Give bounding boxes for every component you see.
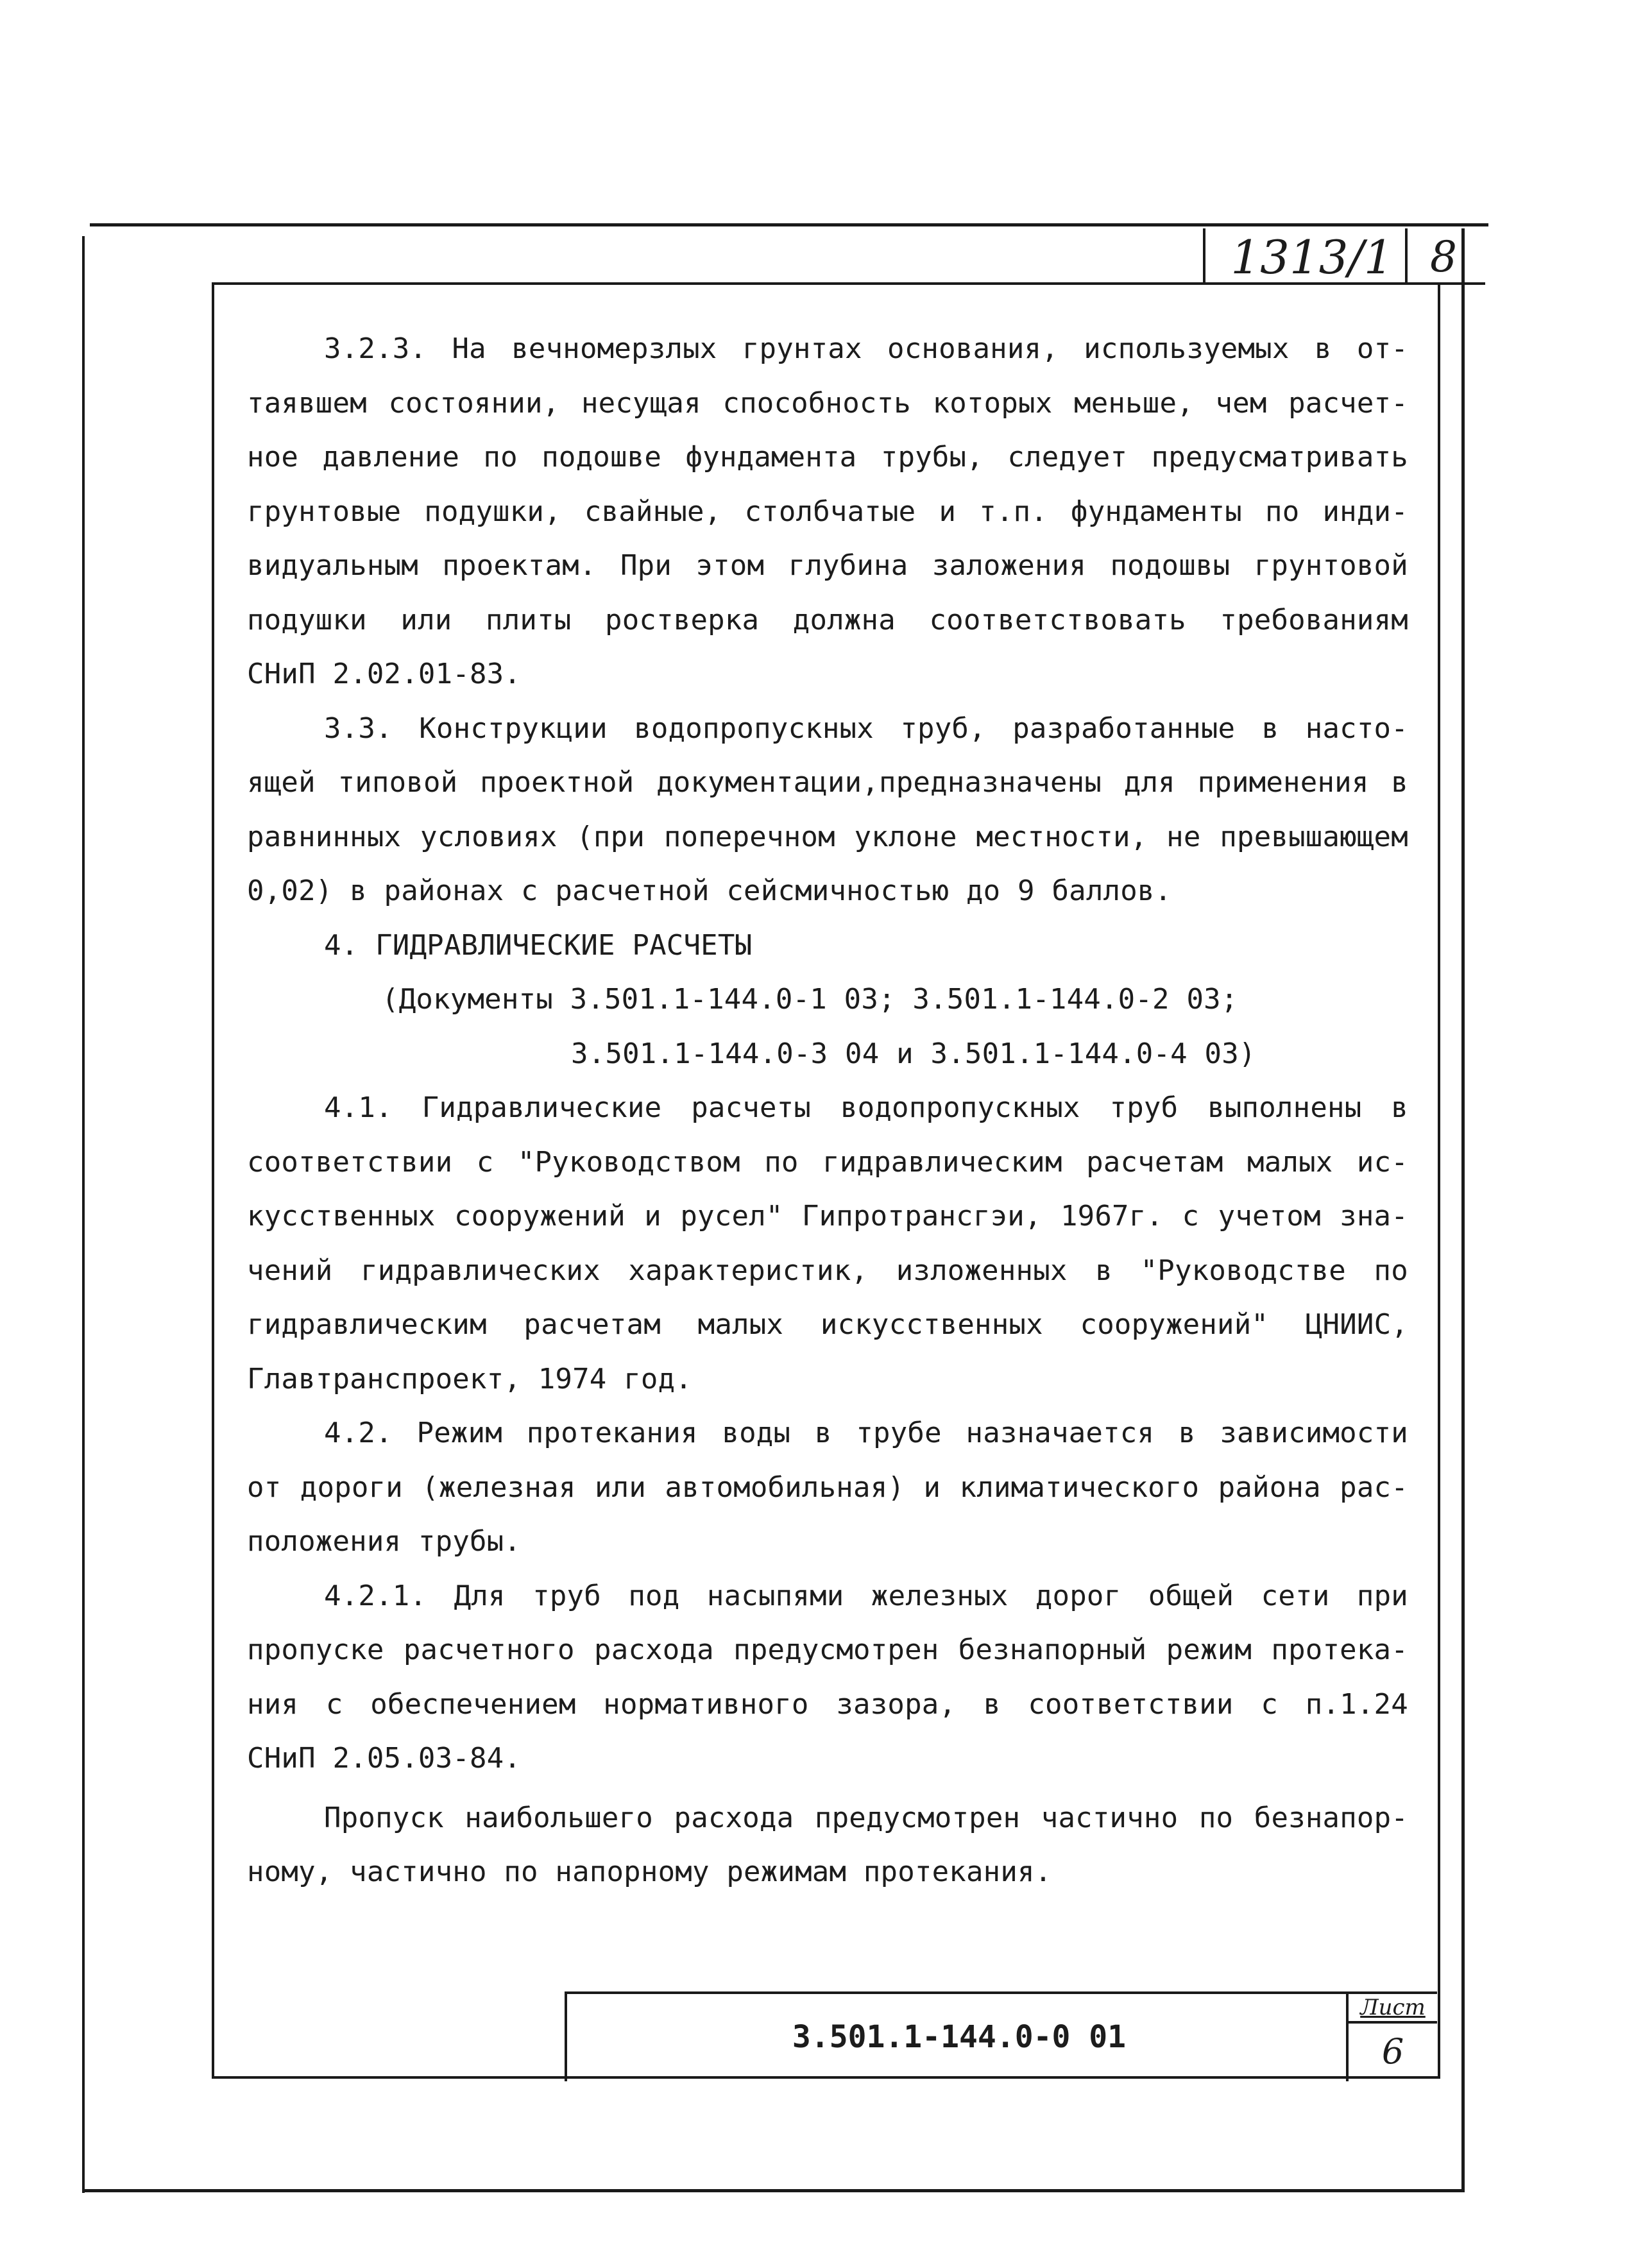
- word: водопропускных: [840, 1091, 1080, 1124]
- word: следует: [1007, 441, 1128, 473]
- word: соответствии: [1028, 1687, 1234, 1721]
- text-line: [247, 431, 1408, 485]
- word: от: [247, 1471, 282, 1504]
- word: зависимости: [1220, 1417, 1408, 1449]
- word: плиты: [486, 603, 572, 636]
- text-line: [247, 1461, 1408, 1515]
- word: 4.2.1.: [324, 1579, 427, 1612]
- frame-line-top: [90, 223, 1488, 226]
- word: по: [1198, 1801, 1234, 1834]
- word: расчетам: [524, 1308, 661, 1341]
- word: На: [452, 332, 486, 365]
- word: расчеты: [691, 1091, 812, 1124]
- text-line: [247, 1791, 1408, 1846]
- word: безнапор-: [1254, 1801, 1408, 1834]
- text-line: [247, 1298, 1408, 1352]
- word: ное: [247, 441, 299, 473]
- word: соответствии: [247, 1145, 453, 1179]
- sheet-label: Лист: [1360, 1995, 1426, 2020]
- word: должна: [792, 603, 896, 636]
- stamp-number: 8: [1430, 232, 1457, 282]
- word: в: [1095, 1254, 1112, 1287]
- word: в: [983, 1687, 1001, 1721]
- word: воды: [722, 1417, 791, 1449]
- word: требованиям: [1220, 603, 1408, 636]
- text-line: [247, 810, 1408, 865]
- word: протекания: [526, 1417, 698, 1449]
- word: характеристик,: [628, 1254, 869, 1287]
- document-designation: 3.501.1-144.0-0 01: [792, 2019, 1127, 2055]
- word: гидравлических: [361, 1254, 600, 1287]
- word: трубы,: [880, 441, 984, 473]
- word: поперечном: [663, 820, 835, 853]
- word: рас-: [1340, 1471, 1408, 1504]
- word: фундаменты: [1071, 495, 1242, 528]
- sheet-number: 6: [1381, 2031, 1404, 2072]
- word: для: [1123, 766, 1175, 799]
- text-line: [247, 1189, 1408, 1244]
- document-reference: (Документы 3.501.1-144.0-1 03; 3.501.1-144.0-2 03;: [382, 983, 1238, 1016]
- word: соответствовать: [929, 603, 1186, 636]
- word: способность: [722, 386, 911, 420]
- word: (при: [576, 820, 645, 853]
- word: от-: [1356, 332, 1408, 365]
- word: п.1.24: [1305, 1687, 1408, 1721]
- word: назначается: [966, 1417, 1155, 1449]
- word: ящей: [247, 766, 316, 799]
- word: при: [1356, 1579, 1408, 1612]
- text-line: 0,02) в районах с расчетной сейсмичностью до 9 баллов.: [247, 874, 1172, 907]
- frame-line-left: [82, 236, 85, 2193]
- text-line: [247, 593, 1408, 648]
- text-line: [247, 377, 1408, 431]
- text-line: Главтранспроект, 1974 год.: [247, 1362, 692, 1395]
- word: насто-: [1305, 712, 1408, 745]
- word: в: [1391, 766, 1408, 799]
- word: сети: [1261, 1579, 1330, 1612]
- word: которых: [932, 386, 1053, 420]
- frame-line-right: [1461, 228, 1465, 2192]
- word: дороги: [300, 1471, 403, 1504]
- word: с: [1182, 1200, 1200, 1232]
- text-line: [247, 1244, 1408, 1299]
- word: в: [1261, 712, 1279, 745]
- word: грунтовые: [247, 495, 402, 528]
- word: с: [476, 1145, 494, 1179]
- word: состоянии,: [388, 386, 560, 420]
- word: инди-: [1322, 495, 1408, 528]
- word: сооружений": [1080, 1308, 1269, 1341]
- word: искусственных: [820, 1308, 1043, 1341]
- word: видуальным: [247, 549, 418, 582]
- word: наибольшего: [464, 1801, 653, 1834]
- word: расчетного: [403, 1633, 575, 1666]
- word: и: [939, 495, 957, 528]
- word: в: [1178, 1417, 1196, 1449]
- word: "Руководством: [517, 1145, 740, 1179]
- word: этом: [695, 549, 765, 582]
- stamp-code: 1313/1: [1230, 230, 1393, 284]
- document-body: [247, 322, 1408, 1900]
- word: выполнены: [1207, 1091, 1362, 1124]
- word: подошвы: [1110, 549, 1230, 582]
- word: 1967г.: [1060, 1200, 1164, 1232]
- word: под: [628, 1579, 680, 1612]
- word: При: [620, 549, 672, 582]
- word: 3.2.3.: [324, 332, 427, 365]
- word: или: [400, 603, 452, 636]
- word: частично: [1041, 1801, 1179, 1834]
- word: по: [1374, 1254, 1408, 1287]
- word: района: [1218, 1471, 1321, 1504]
- word: 4.2.: [324, 1417, 393, 1449]
- text-line: ному, частично по напорному режимам протекания.: [247, 1855, 1052, 1888]
- word: зна-: [1340, 1200, 1408, 1232]
- word: основания,: [887, 332, 1059, 365]
- text-line: СНиП 2.05.03-84.: [247, 1742, 522, 1775]
- text-line: [247, 1081, 1408, 1136]
- word: режим: [1166, 1633, 1252, 1666]
- title-block-divider: [1346, 1991, 1349, 2081]
- word: сооружений: [454, 1200, 626, 1232]
- word: фундамента: [685, 441, 857, 473]
- word: столбчатые: [744, 495, 916, 528]
- word: нормативного: [603, 1687, 809, 1721]
- text-line: [247, 1136, 1408, 1190]
- word: превышающем: [1220, 820, 1408, 853]
- word: 4.1.: [324, 1091, 393, 1124]
- frame-line-bottom: [82, 2189, 1465, 2192]
- word: автомобильная): [665, 1471, 905, 1504]
- word: и: [923, 1471, 941, 1504]
- word: гидравлическим: [247, 1308, 487, 1341]
- text-line: [247, 485, 1408, 540]
- word: или: [594, 1471, 647, 1504]
- text-line: [247, 1569, 1408, 1624]
- word: в: [1391, 1091, 1408, 1124]
- word: расхода: [674, 1801, 794, 1834]
- word: равнинных: [247, 820, 402, 853]
- word: предусмотрен: [733, 1633, 939, 1666]
- word: расчетам: [1086, 1145, 1223, 1179]
- word: местности,: [976, 820, 1148, 853]
- word: по: [483, 441, 518, 473]
- word: документации,предназначены: [656, 766, 1102, 799]
- text-line: [247, 1623, 1408, 1678]
- word: в: [814, 1417, 832, 1449]
- section-heading: 4. ГИДРАВЛИЧЕСКИЕ РАСЧЕТЫ: [324, 928, 753, 962]
- word: дорог: [1035, 1579, 1121, 1612]
- text-line: положения трубы.: [247, 1525, 522, 1558]
- word: безнапорный: [958, 1633, 1147, 1666]
- word: используемых: [1084, 332, 1290, 365]
- word: труб: [532, 1579, 601, 1612]
- word: труб,: [900, 712, 986, 745]
- word: водопропускных: [634, 712, 874, 745]
- word: русел": [680, 1200, 783, 1232]
- word: железных: [871, 1579, 1009, 1612]
- word: в: [1314, 332, 1332, 365]
- word: проектной: [480, 766, 634, 799]
- word: т.п.: [979, 495, 1048, 528]
- word: глубина: [788, 549, 908, 582]
- word: Для: [454, 1579, 506, 1612]
- word: с: [325, 1687, 343, 1721]
- word: разработанные: [1012, 712, 1236, 745]
- word: уклоне: [854, 820, 957, 853]
- word: грунтах: [742, 332, 862, 365]
- word: протека-: [1271, 1633, 1408, 1666]
- word: труб: [1109, 1091, 1179, 1124]
- word: заложения: [932, 549, 1087, 582]
- word: ростверка: [605, 603, 760, 636]
- word: малых: [697, 1308, 784, 1341]
- word: изложенных: [896, 1254, 1068, 1287]
- word: предусматривать: [1151, 441, 1408, 473]
- word: расхода: [594, 1633, 714, 1666]
- word: Гидравлические: [422, 1091, 662, 1124]
- word: условиях: [420, 820, 558, 853]
- word: чений: [247, 1254, 333, 1287]
- word: меньше,: [1074, 386, 1194, 420]
- word: ния: [247, 1687, 299, 1721]
- word: малых: [1247, 1145, 1333, 1179]
- word: таявшем: [247, 386, 367, 420]
- word: Конструкции: [419, 712, 608, 745]
- word: обеспечением: [370, 1687, 576, 1721]
- word: ЦНИИС,: [1305, 1308, 1408, 1341]
- word: по: [1265, 495, 1300, 528]
- word: типовой: [337, 766, 458, 799]
- word: расчет-: [1288, 386, 1408, 420]
- word: насыпями: [706, 1579, 844, 1612]
- word: давление: [322, 441, 460, 473]
- word: зазора,: [836, 1687, 957, 1721]
- word: трубе: [856, 1417, 942, 1449]
- word: и: [644, 1200, 661, 1232]
- word: вечномерзлых: [511, 332, 717, 365]
- text-line: [247, 322, 1408, 377]
- text-line: [247, 1406, 1408, 1461]
- word: гидравлическим: [822, 1145, 1062, 1179]
- word: пропуске: [247, 1633, 384, 1666]
- word: Гипротрансгэи,: [801, 1200, 1042, 1232]
- word: по: [764, 1145, 799, 1179]
- word: Пропуск: [324, 1801, 444, 1834]
- text-line: [247, 756, 1408, 810]
- word: проектам.: [442, 549, 597, 582]
- word: несущая: [581, 386, 701, 420]
- word: применения: [1197, 766, 1369, 799]
- word: подушки: [247, 603, 367, 636]
- text-line: СНиП 2.02.01-83.: [247, 658, 522, 690]
- title-block-sheet-separator: [1346, 2021, 1437, 2024]
- text-line: [247, 702, 1408, 756]
- word: не: [1166, 820, 1201, 853]
- text-line: [247, 539, 1408, 593]
- text-line: [247, 1678, 1408, 1732]
- word: Режим: [416, 1417, 502, 1449]
- word: свайные,: [584, 495, 722, 528]
- word: 3.3.: [324, 712, 393, 745]
- document-reference: 3.501.1-144.0-3 04 и 3.501.1-144.0-4 03): [571, 1037, 1256, 1070]
- word: с: [1261, 1687, 1279, 1721]
- word: климатического: [959, 1471, 1200, 1504]
- word: грунтовой: [1254, 549, 1408, 582]
- word: учетом: [1218, 1200, 1321, 1232]
- word: (железная: [422, 1471, 576, 1504]
- word: ис-: [1356, 1145, 1408, 1179]
- word: "Руководстве: [1140, 1254, 1346, 1287]
- header-stamp-divider: [1405, 228, 1408, 285]
- word: предусмотрен: [814, 1801, 1021, 1834]
- word: кусственных: [247, 1200, 436, 1232]
- word: подошве: [541, 441, 662, 473]
- word: чем: [1215, 386, 1267, 420]
- word: подушки,: [424, 495, 561, 528]
- word: общей: [1148, 1579, 1234, 1612]
